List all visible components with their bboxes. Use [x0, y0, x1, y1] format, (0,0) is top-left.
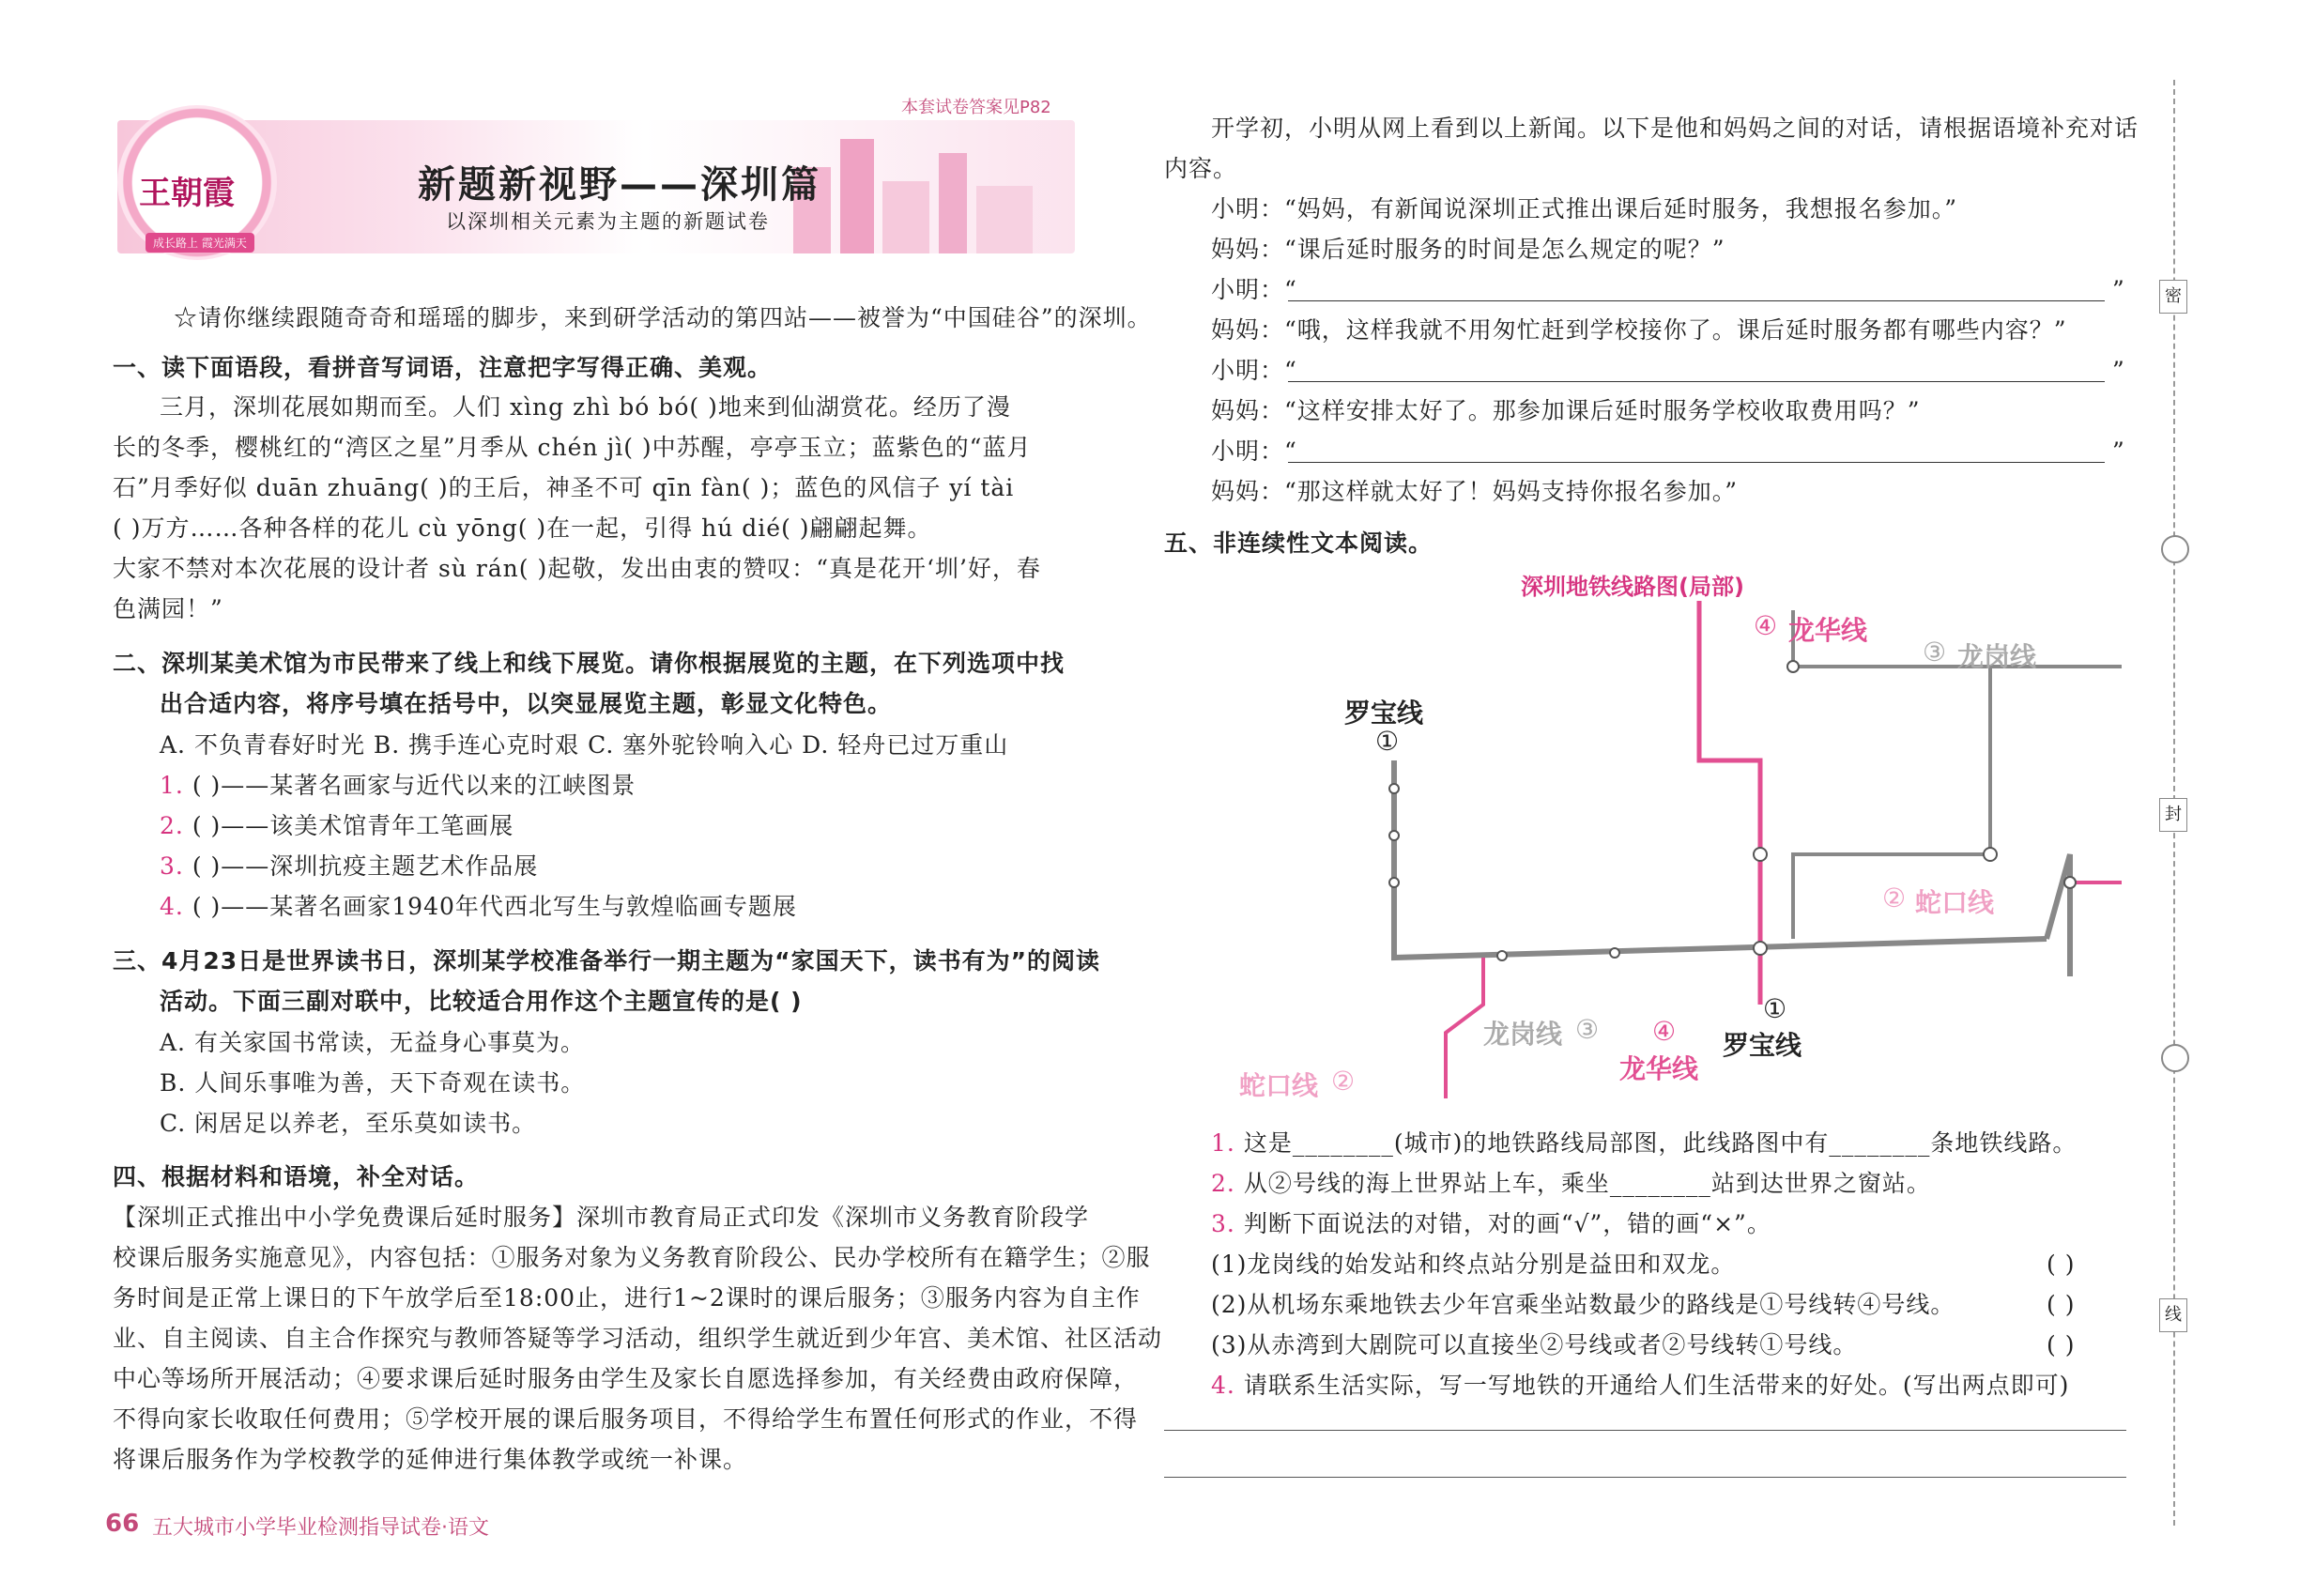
line1-label: 罗宝线: [1344, 698, 1424, 729]
q4-material-line: 不得向家长收取任何费用；⑤学校开展的课后服务项目，不得给学生布置任何形式的作业，不得: [113, 1405, 1139, 1433]
dialog-intro-cont: 内容。: [1164, 155, 1238, 182]
judge-item: (2)从机场东乘地铁去少年宫乘坐站数最少的路线是①号线转④号线。: [1211, 1291, 1955, 1318]
line3-number: ③: [1575, 1014, 1600, 1045]
close-quote: ”: [2112, 357, 2125, 384]
close-quote: ”: [2112, 276, 2125, 303]
q1-line: 石”月季好似 duān zhuāng( )的王后，神圣不可 qīn fàn( )；蓝色的风信子 yí tài: [113, 474, 1015, 501]
q1-line: 大家不禁对本次花展的设计者 sù rán( )起敬，发出由衷的赞叹：“真是花开‘圳’好，春: [113, 555, 1041, 582]
dialog-line: 妈妈：“课后延时服务的时间是怎么规定的呢？”: [1211, 236, 1725, 263]
q5-question-text[interactable]: 这是________(城市)的地铁路线局部图，此线路图中有________条地铁线路。: [1243, 1129, 2078, 1157]
q1-heading: 一、读下面语段，看拼音写词语，注意把字写得正确、美观。: [113, 354, 773, 381]
q2-item: [160, 773, 636, 799]
line2-number: ②: [1331, 1066, 1356, 1097]
dialog-line: 妈妈：“那这样就太好了！妈妈支持你报名参加。”: [1211, 478, 1739, 505]
q4-material-line: 将课后服务作为学校教学的延伸进行集体教学或统一补课。: [113, 1446, 748, 1473]
q2-item-text[interactable]: ( )——深圳抗疫主题艺术作品展: [192, 852, 539, 880]
line1-label-east: 罗宝线: [1723, 1030, 1802, 1061]
q3-heading-cont: 活动。下面三副对联中，比较适合用作这个主题宣传的是( ): [160, 988, 803, 1015]
line3-label-north: 龙岗线: [1957, 641, 2037, 672]
q5-question-num: 1.: [1211, 1129, 1235, 1157]
q3-option-a[interactable]: A. 有关家国书常读，无益身心事莫为。: [160, 1029, 585, 1056]
answer-note: 本套试卷答案见P82: [901, 98, 1051, 117]
line1-number-east: ①: [1763, 993, 1787, 1024]
line1-number: ①: [1375, 726, 1400, 757]
subway-map: [1220, 601, 2122, 1127]
judge-item: (3)从赤湾到大剧院可以直接坐②号线或者②号线转①号线。: [1211, 1331, 1858, 1358]
book-title: 五大城市小学毕业检测指导试卷·语文: [152, 1516, 489, 1540]
q2-heading: 二、深圳某美术馆为市民带来了线上和线下展览。请你根据展览的主题，在下列选项中找: [113, 650, 1066, 677]
line1-path: [1394, 760, 2047, 958]
q2-item-num: 2.: [160, 812, 184, 839]
dialog-line: 妈妈：“这样安排太好了。那参加课后延时服务学校收取费用吗？”: [1211, 397, 1921, 424]
q2-options: A. 不负青春好时光 B. 携手连心克时艰 C. 塞外驼铃响入心 D. 轻舟已过万重山: [160, 731, 1009, 759]
line3-label: 龙岗线: [1483, 1019, 1563, 1050]
q4-material-line: 业、自主阅读、自主合作探究与教师答疑等学习活动，组织学生就近到少年宫、美术馆、社区活动: [113, 1325, 1163, 1352]
q3-option-b[interactable]: B. 人间乐事唯为善，天下奇观在读书。: [160, 1069, 586, 1097]
q2-item-num: 3.: [160, 852, 184, 880]
q1-line: 长的冬季，樱桃红的“湾区之星”月季从 chén jì( )中苏醒，亭亭玉立；蓝紫色的“蓝月: [113, 434, 1032, 461]
line2-number-east: ②: [1882, 882, 1907, 913]
q5-question-text[interactable]: 从②号线的海上世界站上车，乘坐________站到达世界之窗站。: [1243, 1170, 1931, 1197]
q2-item-text[interactable]: ( )——某著名画家1940年代西北写生与敦煌临画专题展: [192, 893, 797, 920]
dialog-line: 妈妈：“哦，这样我就不用匆忙赶到学校接你了。课后延时服务都有哪些内容？”: [1211, 316, 2067, 344]
q2-item-num: 4.: [160, 893, 184, 920]
q5-question: [1211, 1211, 1771, 1237]
q2-heading-cont: 出合适内容，将序号填在括号中，以突显展览主题，彰显文化特色。: [160, 690, 893, 717]
line4-number-north: ④: [1754, 610, 1778, 641]
side-char: 封: [2159, 798, 2187, 832]
q4-heading: 四、根据材料和语境，补全对话。: [113, 1163, 480, 1190]
q1-line: ( )万方……各种各样的花儿 cù yōng( )在一起，引得 hú dié( )翩翩起舞。: [113, 514, 932, 542]
page-title: 新题新视野——深圳篇: [418, 163, 821, 207]
dialog-line: 小明：“: [1211, 276, 1297, 303]
judge-mark[interactable]: ( ): [2047, 1291, 2076, 1318]
q2-item: [160, 894, 797, 920]
dialog-answer-field[interactable]: [1288, 300, 2105, 301]
q5-question-num: 3.: [1211, 1210, 1235, 1237]
answer-line[interactable]: [1164, 1430, 2126, 1431]
line2-label-east: 蛇口线: [1915, 887, 1995, 918]
q5-question-num: 2.: [1211, 1170, 1235, 1197]
line4-path: [1699, 601, 1760, 1005]
q4-material-line: 务时间是正常上课日的下午放学后至18:00止，进行1~2课时的课后服务；③服务内容为自主作: [113, 1284, 1141, 1312]
q2-item-text[interactable]: ( )——某著名画家与近代以来的江峡图景: [192, 772, 636, 799]
judge-mark[interactable]: ( ): [2047, 1331, 2076, 1358]
q2-item: [160, 853, 538, 880]
dialog-line: 小明：“: [1211, 437, 1297, 465]
q4-material-line: 中心等场所开展活动；④要求课后延时服务由学生及家长自愿选择参加，有关经费由政府保障，: [113, 1365, 1139, 1392]
q1-line: 色满园！”: [113, 595, 223, 622]
q4-material-line: 【深圳正式推出中小学免费课后延时服务】深圳市教育局正式印发《深圳市义务教育阶段学: [113, 1204, 1090, 1231]
dialog-line: 小明：“: [1211, 357, 1297, 384]
dialog-answer-field[interactable]: [1288, 381, 2105, 382]
close-quote: ”: [2112, 437, 2125, 465]
q5-heading: 五、非连续性文本阅读。: [1164, 529, 1434, 557]
dialog-intro: 开学初，小明从网上看到以上新闻。以下是他和妈妈之间的对话，请根据语境补充对话: [1211, 115, 2139, 142]
line2-label: 蛇口线: [1239, 1070, 1319, 1101]
q2-item-text[interactable]: ( )——该美术馆青年工笔画展: [192, 812, 514, 839]
answer-line[interactable]: [1164, 1477, 2126, 1478]
judge-item: (1)龙岗线的始发站和终点站分别是益田和双龙。: [1211, 1251, 1736, 1278]
line3-number-north: ③: [1923, 637, 1947, 668]
map-title: 深圳地铁线路图(局部): [1521, 574, 1744, 600]
q2-item: [160, 813, 514, 839]
q5-question: [1211, 1130, 2077, 1157]
line1-path-east: [2047, 854, 2070, 976]
binding-hole: [2161, 535, 2189, 563]
page-number: 66: [105, 1510, 140, 1538]
q4-material-line: 校课后服务实施意见》，内容包括：①服务对象为义务教育阶段公、民办学校所有在籍学生；②服: [113, 1244, 1151, 1271]
line4-number: ④: [1652, 1016, 1677, 1047]
logo-ribbon: 成长路上 霞光满天: [146, 233, 254, 253]
page-subtitle: 以深圳相关元素为主题的新题试卷: [446, 210, 770, 233]
side-char: 线: [2159, 1298, 2187, 1332]
intro-text: ☆请你继续跟随奇奇和瑶瑶的脚步，来到研学活动的第四站——被誉为“中国硅谷”的深圳。: [174, 304, 1152, 331]
q5-question: [1211, 1171, 1931, 1197]
q2-item-num: 1.: [160, 772, 184, 799]
dialog-line: 小明：“妈妈，有新闻说深圳正式推出课后延时服务，我想报名参加。”: [1211, 195, 1958, 223]
line4-label: 龙华线: [1619, 1053, 1699, 1084]
q5-question-text: 请联系生活实际，写一写地铁的开通给人们生活带来的好处。(写出两点即可): [1243, 1372, 2070, 1399]
judge-mark[interactable]: ( ): [2047, 1251, 2076, 1278]
binding-hole: [2161, 1044, 2189, 1072]
q3-option-c[interactable]: C. 闲居足以养老，至乐莫如读书。: [160, 1110, 537, 1137]
dialog-answer-field[interactable]: [1288, 462, 2105, 463]
q3-heading: 三、4月23日是世界读书日，深圳某学校准备举行一期主题为“家国天下，读书有为”的阅读: [113, 947, 1101, 974]
q5-question-num: 4.: [1211, 1372, 1235, 1399]
q1-line: 三月，深圳花展如期而至。人们 xìng zhì bó bó( )地来到仙湖赏花。经历了漫: [160, 393, 1011, 421]
side-char: 密: [2159, 280, 2187, 314]
line4-label-north: 龙华线: [1788, 615, 1868, 646]
line2-path: [1446, 958, 1483, 1098]
q5-question-text: 判断下面说法的对错，对的画“√”，错的画“×”。: [1243, 1210, 1771, 1237]
q5-question: [1211, 1373, 2069, 1399]
logo-text: 王朝霞: [139, 175, 235, 212]
